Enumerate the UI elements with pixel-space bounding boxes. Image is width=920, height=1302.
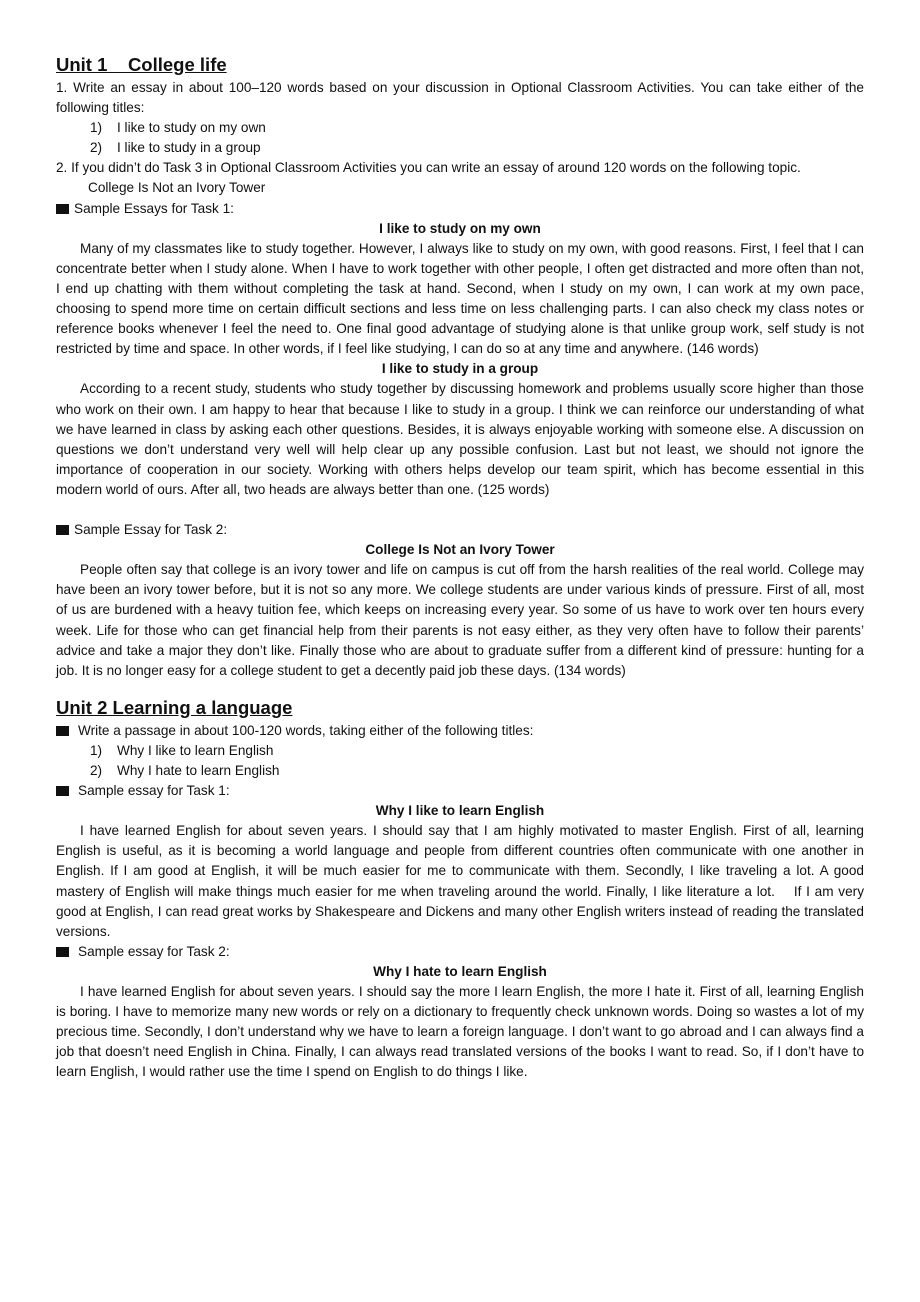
unit2-sample-task2-label <box>56 942 864 962</box>
list-text: Why I hate to learn English <box>117 763 280 778</box>
square-bullet-icon <box>56 525 69 535</box>
spacer <box>56 500 864 520</box>
unit1-sample-task1-label <box>56 199 864 219</box>
essay-body-like-english: I have learned English for about seven years. I should say that I am highly motivated to master English. First of all, learning English is useful, as it is becoming a world language and people from different countries often communicate with one another in English. If I am good at English, it will be much easier for me to communicate with them. Secondly, I like traveling a lot. A good mastery of English will make things much easier for me when traveling around the world. Finally, I like literature a lot. If I am very good at English, I can read great works by Shakespeare and Dickens and many other English writers instead of reading the translated versions. <box>56 823 868 939</box>
list-number: 2) <box>90 140 103 156</box>
unit2-prompt <box>56 721 864 741</box>
list-number: 2) <box>90 763 103 778</box>
square-bullet-icon <box>56 204 69 214</box>
list-text: I like to study in a group <box>117 140 261 156</box>
list-text: I like to study on my own <box>117 120 266 136</box>
square-bullet-icon <box>56 726 69 736</box>
unit1-task1-prompt: 1. Write an essay in about 100–120 words based on your discussion in Optional Classroom Activities. You can take either of the following titles: <box>56 80 864 116</box>
list-number: 1) <box>90 742 103 758</box>
essay-title-study-group: I like to study in a group <box>381 361 539 377</box>
square-bullet-icon <box>56 786 69 796</box>
label-text: Sample Essays for Task 1: <box>74 200 234 216</box>
unit1-title-option-1 <box>56 118 864 138</box>
essay-title-like-english: Why I like to learn English <box>375 803 545 819</box>
unit1-task2-topic: College Is Not an Ivory Tower <box>88 180 266 196</box>
essay-body-ivory-tower: People often say that college is an ivory tower and life on campus is cut off from the harsh realities of the real world. College may have been an ivory tower before, but it is not so any more. We college students are under various kinds of pressure. First of all, most of us are burdened with a heavy tuition fee, which keeps on increasing every year. So some of us have to work over ten hours every week. Life for those who can get financial help from their parents is not easy either, as they very often have to follow their parents’ advice and take a major they don’t like. Finally those who are about to graduate suffer from a different kind of pressure: hunting for a job. It is no longer easy for a college student to get a decently paid job these days. (134 words) <box>56 562 864 678</box>
list-text: Why I like to learn English <box>117 742 274 758</box>
unit1-task2-prompt: 2. If you didn’t do Task 3 in Optional Classroom Activities you can write an essay of around 120 words on the following topic. <box>56 160 801 176</box>
essay-title-study-own: I like to study on my own <box>379 220 541 236</box>
unit1-title-option-2 <box>56 138 864 158</box>
label-text: Sample Essay for Task 2: <box>74 522 228 538</box>
essay-body-hate-english: I have learned English for about seven years. I should say the more I learn English, the more I hate it. First of all, learning English is boring. I have to memorize many new words or rely on a dictionary to frequently check unknown words. Doing so wastes a lot of my precious time. Secondly, I don’t understand why we have to learn a foreign language. I don’t want to go abroad and I can always find a job that doesn’t need English in China. Finally, I can always read translated versions of the books I want to read. So, if I don’t have to learn English, I would rather use the time I spend on English to do things I like. <box>56 984 864 1080</box>
label-text: Sample essay for Task 1: <box>78 783 230 799</box>
essay-title-ivory-tower: College Is Not an Ivory Tower <box>365 542 555 558</box>
unit2-sample-task1-label <box>56 781 864 801</box>
list-number: 1) <box>90 120 103 136</box>
essay-body-study-group: According to a recent study, students who study together by discussing homework and problems usually score higher than those who work on their own. I am happy to hear that because I like to study in a group. I think we can reinforce our understanding of what we have learned in class by asking each other questions. Besides, it is always enjoyable working with someone else. A discussion on questions we don’t understand very well will help clear up any possible confusion. Last but not least, we should not ignore the importance of cooperation in our society. Working with others helps develop our team spirit, which has become essential in this modern world of ours. After all, two heads are always better than one. (125 words) <box>56 381 864 497</box>
unit2-title-option-2 <box>56 761 864 781</box>
square-bullet-icon <box>56 947 69 957</box>
prompt-text: Write a passage in about 100-120 words, taking either of the following titles: <box>78 722 534 738</box>
unit2-title: Unit 2 Learning a language <box>56 696 293 718</box>
essay-title-hate-english: Why I hate to learn English <box>373 963 547 979</box>
unit1-sample-task2-label <box>56 520 864 540</box>
unit2-title-option-1 <box>56 741 864 761</box>
essay-body-study-own: Many of my classmates like to study together. However, I always like to study on my own, with good reasons. First, I feel that I can concentrate better when I study alone. When I have to work together with other people, I often get distracted and more often than not, I end up chatting with them without completing the task at hand. Second, when I study on my own, I can work at my own pace, choosing to spend more time on certain difficult sections and less time on less challenging parts. I can also check my class notes or reference books whenever I feel the need to. One final good advantage of studying alone is that unlike group work, self study is not restricted by time and space. In other words, if I feel like studying, I can do so at any time and anywhere. (146 words) <box>56 240 864 357</box>
unit1-title: Unit 1 College life <box>56 54 227 75</box>
label-text: Sample essay for Task 2: <box>78 943 230 959</box>
